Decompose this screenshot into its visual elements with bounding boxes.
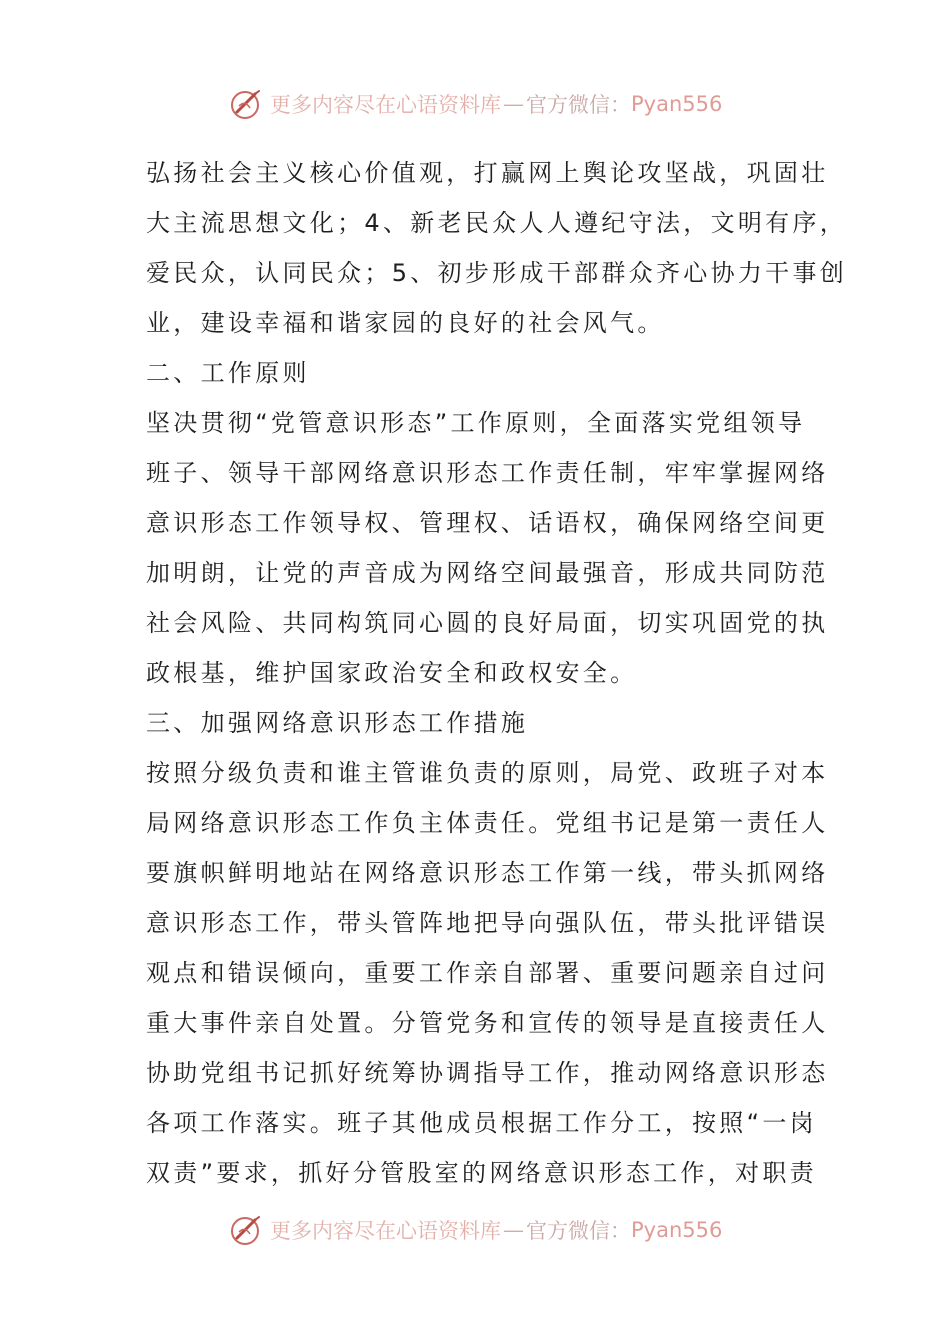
watermark-dash: —	[503, 1218, 524, 1242]
section-heading: 二、工作原则	[146, 359, 310, 387]
watermark-official-text: 官方微信：	[526, 1219, 631, 1243]
text-line: 协助党组书记抓好统筹协调指导工作，推动网络意识形态	[146, 1059, 829, 1087]
text-line: 要旗帜鲜明地站在网络意识形态工作第一线，带头抓网络	[146, 859, 829, 887]
watermark-dash: —	[503, 92, 524, 116]
text-line: 意识形态工作领导权、管理权、话语权，确保网络空间更	[146, 509, 829, 537]
header-watermark	[228, 84, 722, 124]
watermark-site-text: 更多内容尽在心语资料库	[270, 1219, 501, 1243]
text-line: 局网络意识形态工作负主体责任。党组书记是第一责任人	[146, 809, 829, 837]
document-body	[146, 148, 848, 1198]
pen-seal-icon	[228, 86, 264, 122]
text-line: 重大事件亲自处置。分管党务和宣传的领导是直接责任人	[146, 1009, 829, 1037]
watermark-official-text: 官方微信：	[526, 93, 631, 117]
watermark-wechat-id: Pyan556	[631, 92, 723, 116]
watermark-site-text: 更多内容尽在心语资料库	[270, 93, 501, 117]
text-line: 业，建设幸福和谐家园的良好的社会风气。	[146, 309, 665, 337]
text-line: 观点和错误倾向，重要工作亲自部署、重要问题亲自过问	[146, 959, 829, 987]
text-line: 按照分级负责和谁主管谁负责的原则，局党、政班子对本	[146, 759, 829, 787]
footer-watermark	[228, 1210, 722, 1250]
text-line: 社会风险、共同构筑同心圆的良好局面，切实巩固党的执	[146, 609, 829, 637]
watermark-wechat-id: Pyan556	[631, 1218, 723, 1242]
text-line: 双责”要求，抓好分管股室的网络意识形态工作，对职责	[146, 1159, 817, 1187]
section-heading: 三、加强网络意识形态工作措施	[146, 709, 529, 737]
text-line: 政根基，维护国家政治安全和政权安全。	[146, 659, 638, 687]
text-line: 班子、领导干部网络意识形态工作责任制，牢牢掌握网络	[146, 459, 829, 487]
text-line: 弘扬社会主义核心价值观，打赢网上舆论攻坚战，巩固壮	[146, 159, 829, 187]
text-line: 加明朗，让党的声音成为网络空间最强音，形成共同防范	[146, 559, 829, 587]
text-line: 坚决贯彻“党管意识形态”工作原则，全面落实党组领导	[146, 409, 806, 437]
text-line: 大主流思想文化；4、新老民众人人遵纪守法，文明有序，	[146, 209, 848, 237]
text-line: 爱民众，认同民众；5、初步形成干部群众齐心协力干事创	[146, 259, 848, 287]
text-line: 各项工作落实。班子其他成员根据工作分工，按照“一岗	[146, 1109, 817, 1137]
text-line: 意识形态工作，带头管阵地把导向强队伍，带头批评错误	[146, 909, 829, 937]
pen-seal-icon	[228, 1212, 264, 1248]
